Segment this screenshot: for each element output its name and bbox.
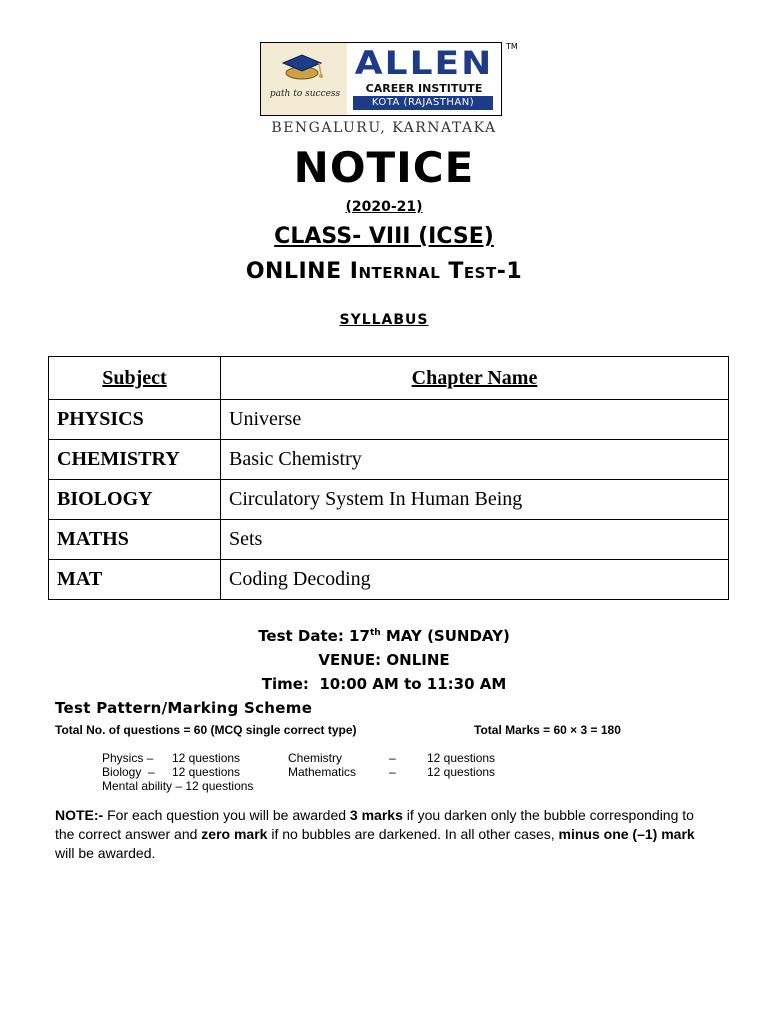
subject-cell: BIOLOGY bbox=[49, 480, 221, 520]
logo-subtitle: CAREER INSTITUTE bbox=[365, 82, 483, 95]
note-bold-2: zero mark bbox=[201, 826, 268, 842]
subject-cell: PHYSICS bbox=[49, 400, 221, 440]
venue: VENUE: ONLINE bbox=[318, 651, 450, 669]
note-label: NOTE:- bbox=[55, 807, 104, 823]
note-bold-1: 3 marks bbox=[349, 807, 403, 823]
physics-label: Physics – bbox=[102, 751, 154, 765]
academic-year: (2020-21) bbox=[345, 199, 423, 215]
chemistry-count: 12 questions bbox=[427, 751, 496, 765]
maths-label: Mathematics bbox=[288, 765, 357, 779]
logo-brand: ALLEN bbox=[354, 45, 494, 82]
chemistry-label: Chemistry bbox=[288, 751, 343, 765]
table-row bbox=[49, 520, 729, 560]
chapter-cell: Universe bbox=[221, 400, 729, 440]
biology-label: Biology – bbox=[102, 765, 155, 779]
graduation-cap-icon bbox=[275, 51, 329, 81]
table-row bbox=[49, 440, 729, 480]
table-header-row bbox=[49, 357, 729, 400]
maths-dash: – bbox=[389, 765, 396, 779]
physics-count: 12 questions bbox=[172, 751, 241, 765]
chapter-cell: Sets bbox=[221, 520, 729, 560]
test-time: Time: 10:00 AM to 11:30 AM bbox=[261, 675, 507, 693]
chapter-cell: Basic Chemistry bbox=[221, 440, 729, 480]
test-date-sup: th bbox=[369, 628, 381, 638]
chapter-cell: Circulatory System In Human Being bbox=[221, 480, 729, 520]
chapter-cell: Coding Decoding bbox=[221, 560, 729, 600]
marking-note bbox=[55, 806, 715, 863]
subject-cell: MATHS bbox=[49, 520, 221, 560]
maths-count: 12 questions bbox=[427, 765, 496, 779]
pattern-title: Test Pattern/Marking Scheme bbox=[55, 699, 313, 717]
total-questions: Total No. of questions = 60 (MCQ single correct type) bbox=[55, 723, 357, 737]
note-text-4: will be awarded. bbox=[55, 845, 156, 861]
table-row bbox=[49, 400, 729, 440]
location: BENGALURU, KARNATAKA bbox=[271, 120, 497, 136]
notice-heading: NOTICE bbox=[293, 143, 475, 192]
test-date-suffix: MAY (SUNDAY) bbox=[380, 627, 510, 645]
note-text-1: For each question you will be awarded bbox=[103, 807, 350, 823]
syllabus-label: SYLLABUS bbox=[339, 312, 429, 328]
note-bold-3: minus one (–1) mark bbox=[558, 826, 695, 842]
biology-count: 12 questions bbox=[172, 765, 241, 779]
test-name: ONLINE Internal Test-1 bbox=[245, 259, 523, 284]
class-line: CLASS- VIII (ICSE) bbox=[274, 224, 494, 249]
syllabus-table bbox=[48, 356, 729, 600]
logo-emblem-panel bbox=[261, 43, 347, 115]
subject-cell: CHEMISTRY bbox=[49, 440, 221, 480]
table-row bbox=[49, 480, 729, 520]
test-date-prefix: Test Date: 17 bbox=[258, 627, 370, 645]
subject-header: Subject bbox=[49, 357, 221, 400]
chapter-header: Chapter Name bbox=[221, 357, 729, 400]
logo-tagline: path to success bbox=[269, 89, 341, 99]
logo-text-panel bbox=[347, 43, 501, 115]
table-row bbox=[49, 560, 729, 600]
test-date bbox=[0, 627, 768, 645]
chemistry-dash: – bbox=[389, 751, 396, 765]
note-text-3: if no bubbles are darkened. In all other cases, bbox=[267, 826, 559, 842]
allen-logo bbox=[260, 42, 502, 116]
total-marks: Total Marks = 60 × 3 = 180 bbox=[474, 723, 621, 737]
note-text-2: if you darken only the bubble corresponding to the correct answer and bbox=[55, 807, 694, 842]
logo-city: KOTA (RAJASTHAN) bbox=[353, 96, 493, 110]
mental-ability: Mental ability – 12 questions bbox=[102, 779, 254, 793]
subject-cell: MAT bbox=[49, 560, 221, 600]
trademark: TM bbox=[506, 42, 518, 51]
